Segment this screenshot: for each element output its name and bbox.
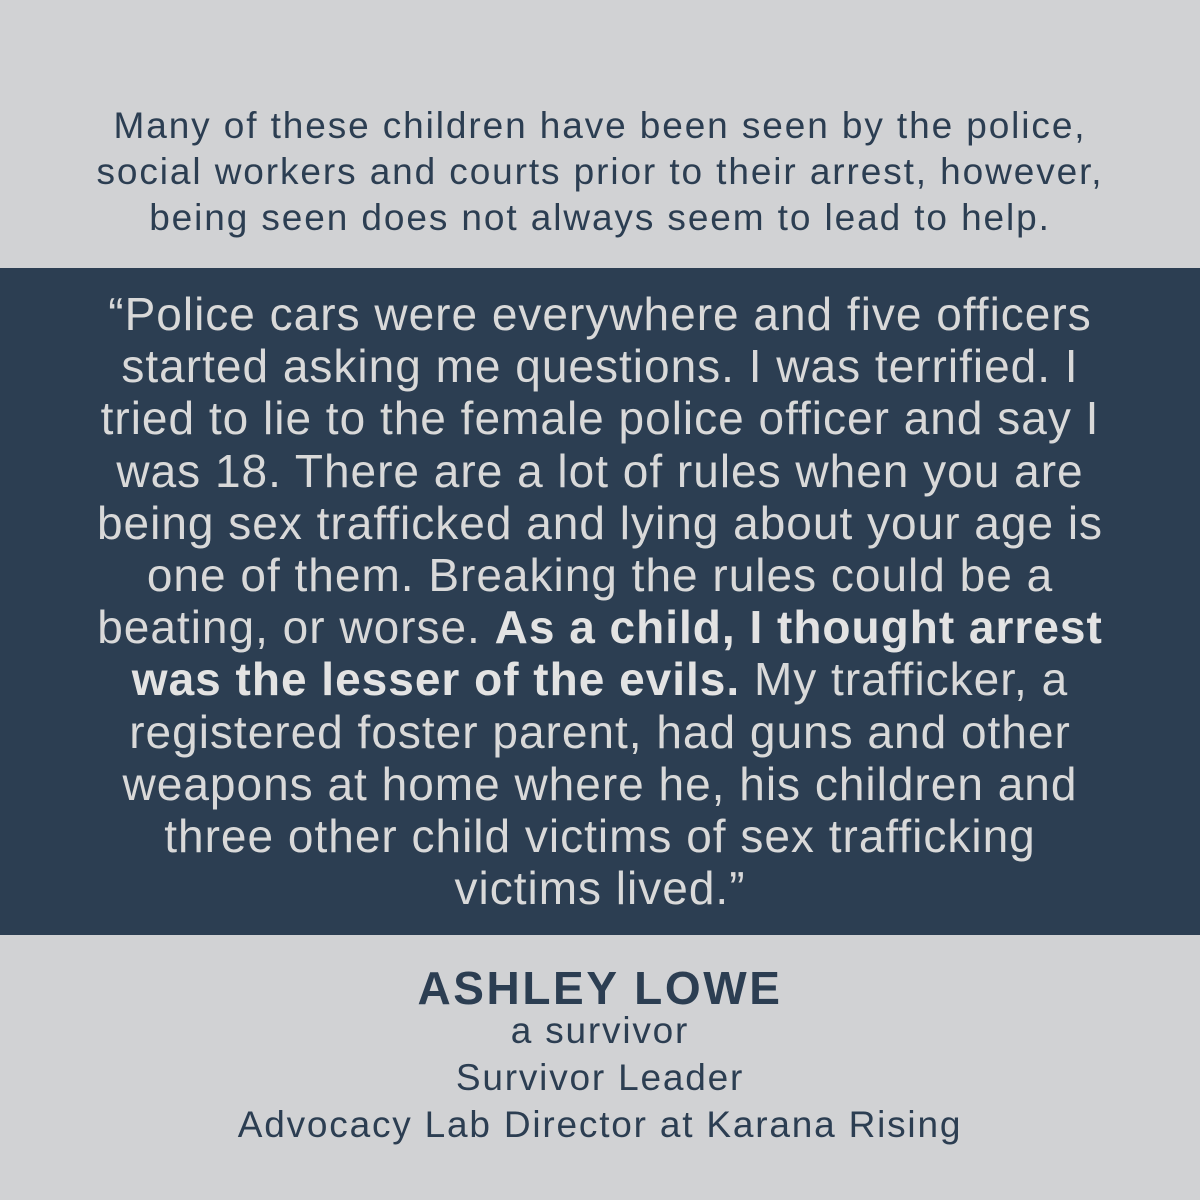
intro-line: Many of these children have been seen by the police, (113, 105, 1087, 146)
quote-text: beating, or worse. (97, 601, 495, 654)
attribution-details (0, 1007, 1200, 1148)
quote-line (0, 601, 1200, 653)
attribution-role: Survivor Leader (455, 1057, 745, 1098)
quote-line (0, 445, 1200, 497)
intro-line: being seen does not always seem to lead to help. (149, 197, 1051, 238)
intro-line: social workers and courts prior to their arrest, however, (96, 151, 1104, 192)
quote-text: weapons at home where he, his children and (122, 757, 1078, 810)
quote-line (0, 392, 1200, 444)
quote-text: started asking me questions. I was terrified. I (121, 340, 1079, 393)
quote-line (0, 862, 1200, 914)
quote-text: was 18. There are a lot of rules when you are (116, 444, 1084, 497)
quote-emphasis: was the lesser of the evils. (131, 653, 741, 706)
quote-line (0, 706, 1200, 758)
quote-line (0, 758, 1200, 810)
quote-line (0, 288, 1200, 340)
quote-line (0, 810, 1200, 862)
quote-line (0, 653, 1200, 705)
quote-text: My trafficker, a (740, 653, 1069, 706)
quote-emphasis: As a child, I thought arrest (494, 601, 1103, 654)
quote-text: being sex trafficked and lying about your age is (96, 496, 1104, 549)
quote-line (0, 549, 1200, 601)
attribution-descriptor: a survivor (510, 1010, 690, 1051)
quote (0, 288, 1200, 914)
intro-text (0, 103, 1200, 241)
quote-line (0, 340, 1200, 392)
quote-text: “Police cars were everywhere and five officers (108, 288, 1092, 340)
quote-text: tried to lie to the female police officer and say I (100, 392, 1100, 445)
quote-text: registered foster parent, had guns and other (129, 705, 1071, 758)
quote-text: victims lived.” (454, 862, 746, 915)
quote-text: three other child victims of sex trafficking (164, 810, 1036, 863)
quote-band (0, 268, 1200, 935)
attribution-role: Advocacy Lab Director at Karana Rising (237, 1104, 963, 1145)
quote-text: one of them. Breaking the rules could be a (146, 549, 1054, 602)
attribution-name: ASHLEY LOWE (417, 962, 783, 1014)
quote-line (0, 497, 1200, 549)
